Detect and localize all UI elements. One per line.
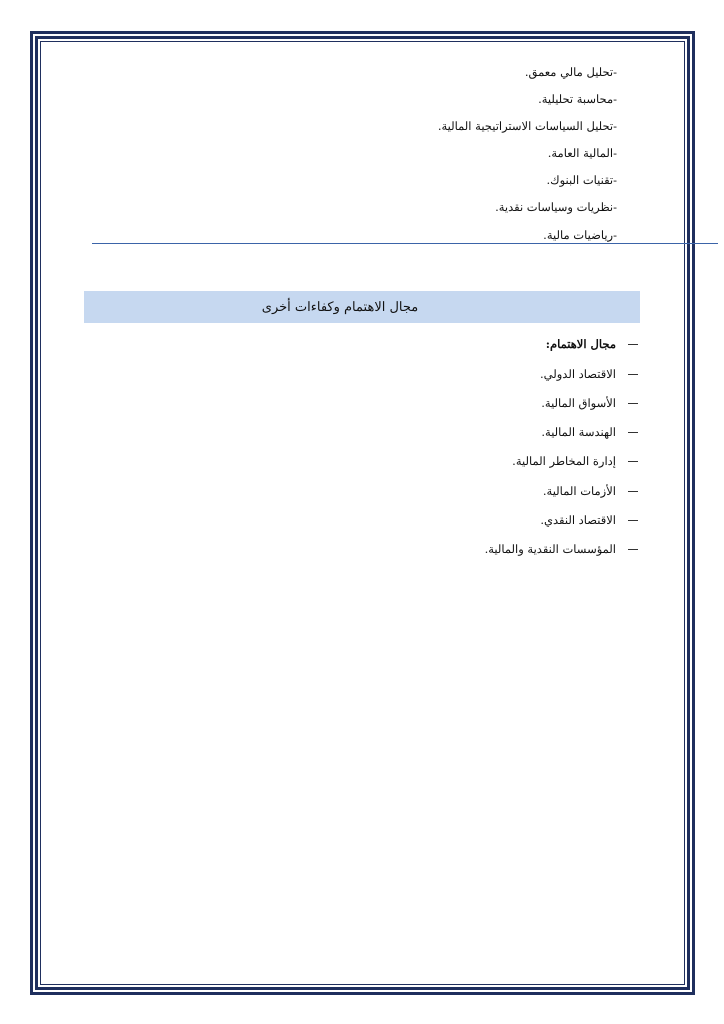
list-item <box>512 454 638 468</box>
list-item-label: الأسواق المالية. <box>541 396 616 410</box>
list-item-label: الاقتصاد الدولي. <box>539 367 616 381</box>
horizontal-rule <box>92 243 718 244</box>
dash-bullet-icon <box>628 520 638 521</box>
dash-bullet-icon <box>628 374 638 375</box>
upper-list-item: -نظريات وسياسات نقدية. <box>495 200 617 214</box>
list-item <box>485 542 638 556</box>
list-item <box>540 367 638 381</box>
section-title: مجال الاهتمام وكفاءات أخرى <box>261 299 419 315</box>
dash-bullet-icon <box>628 549 638 550</box>
upper-list-item: -تحليل مالي معمق. <box>524 65 617 79</box>
dash-bullet-icon <box>628 403 638 404</box>
list-item-label: الاقتصاد النقدي. <box>540 513 616 527</box>
section-heading-bar <box>84 291 640 323</box>
upper-list-item: -المالية العامة. <box>547 146 617 160</box>
list-item <box>541 425 638 439</box>
upper-list-item: -تقنيات البنوك. <box>546 173 617 187</box>
list-item-label: المؤسسات النقدية والمالية. <box>484 542 616 556</box>
list-item-label: إدارة المخاطر المالية. <box>512 454 616 468</box>
list-item <box>541 396 638 410</box>
list-item <box>540 513 638 527</box>
list-item-label: الأزمات المالية. <box>542 484 616 498</box>
upper-list-item: -محاسبة تحليلية. <box>538 92 617 106</box>
interests-heading: مجال الاهتمام: <box>545 337 616 351</box>
dash-bullet-icon <box>628 432 638 433</box>
upper-list-item: -تحليل السياسات الاستراتيجية المالية. <box>437 119 617 133</box>
list-item-label: الهندسة المالية. <box>541 425 616 439</box>
dash-bullet-icon <box>628 344 638 345</box>
interests-heading-row <box>546 337 638 351</box>
dash-bullet-icon <box>628 461 638 462</box>
list-item <box>543 484 638 498</box>
upper-list-item: -رياضيات مالية. <box>543 228 617 242</box>
dash-bullet-icon <box>628 491 638 492</box>
